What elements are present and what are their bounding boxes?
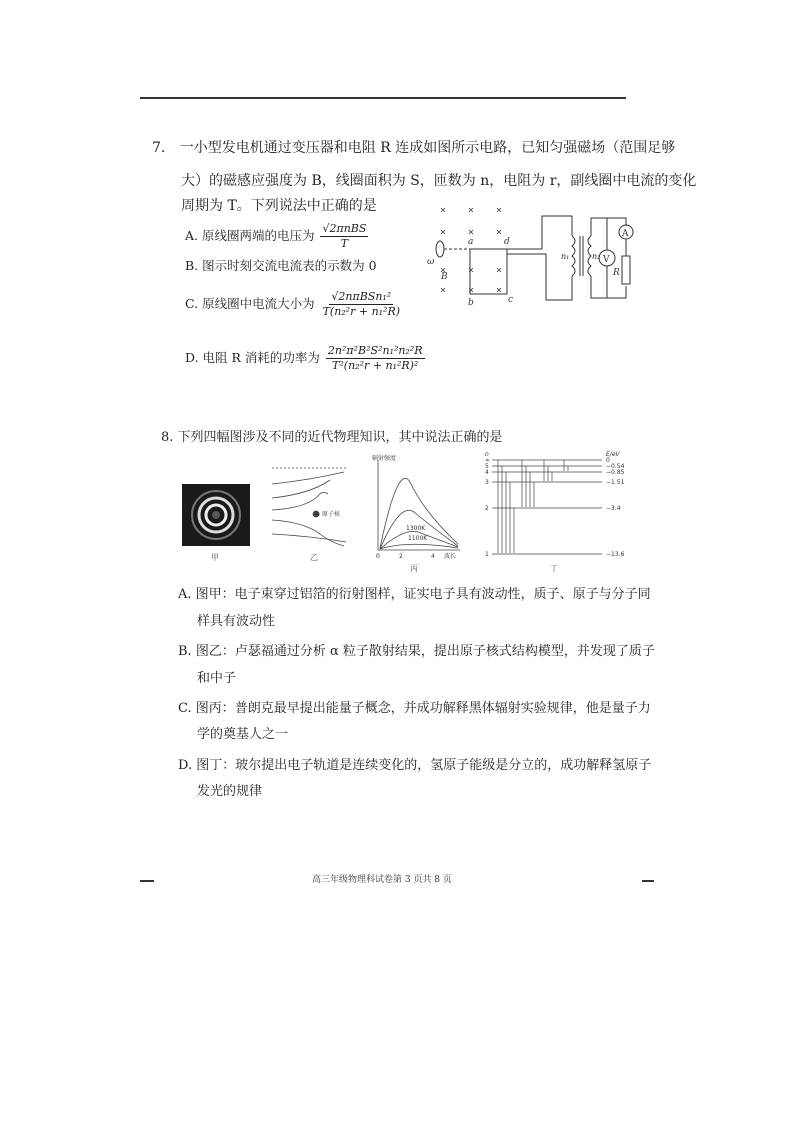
figure-bing-tick-4: 4 bbox=[431, 553, 435, 560]
q8-stem: 8. 下列四幅图涉及不同的近代物理知识，其中说法正确的是 bbox=[161, 430, 503, 445]
level-e-3: −1.51 bbox=[606, 479, 625, 486]
level-n-inf: ∞ bbox=[485, 457, 490, 464]
q7-option-d-fraction bbox=[326, 344, 425, 373]
label-a: a bbox=[468, 237, 474, 247]
page-footer: 高三年级物理科试卷第 3 页共 8 页 bbox=[312, 875, 452, 885]
coil-abcd bbox=[470, 249, 507, 294]
q7-option-a-text: A. 原线圈两端的电压为 bbox=[185, 228, 315, 243]
label-omega: ω bbox=[427, 257, 435, 267]
q8-option-d-line2: 发光的规律 bbox=[197, 784, 263, 799]
figure-bing-temp-1300: 1300K bbox=[406, 525, 426, 532]
q7-option-c-fraction bbox=[321, 290, 402, 319]
level-e-1: −13.6 bbox=[606, 551, 625, 558]
figure-ding-n-label: n bbox=[485, 451, 489, 458]
figure-bing-xlabel: 波长 bbox=[444, 553, 457, 560]
level-n-2: 2 bbox=[485, 505, 489, 512]
figure-yi-nucleus-label: ⊕ 原子核 bbox=[315, 511, 340, 518]
rotation-arrow-icon bbox=[436, 241, 444, 257]
q7-option-d-numerator: 2n²π²B²S²n₁²n₂²R bbox=[327, 344, 423, 357]
secondary-coil bbox=[588, 236, 591, 276]
label-n1: n₁ bbox=[561, 252, 570, 261]
q7-number: 7. bbox=[152, 140, 166, 156]
figure-jia-caption: 甲 bbox=[211, 553, 219, 562]
q7-option-a bbox=[185, 222, 368, 251]
level-e-2: −3.4 bbox=[606, 505, 621, 512]
label-b: b bbox=[468, 298, 474, 308]
figure-bing-tick-0: 0 bbox=[376, 553, 380, 560]
footer-left-mark bbox=[140, 880, 154, 882]
level-n-1: 1 bbox=[485, 551, 489, 558]
q7-option-c-numerator: √2nπBSn₁² bbox=[331, 290, 392, 303]
q8-option-c-line1: C. 图丙：普朗克最早提出能量子概念，并成功解释黑体辐射实验规律，他是量子力 bbox=[178, 701, 651, 716]
figure-bing-ylabel: 辐射强度 bbox=[372, 455, 397, 462]
q8-option-a-line1: A. 图甲：电子束穿过铝箔的衍射图样，证实电子具有波动性，质子、原子与分子同 bbox=[178, 587, 651, 602]
figure-jia-diffraction bbox=[182, 484, 250, 546]
figure-bing-temp-1100: 1100K bbox=[408, 535, 428, 542]
primary-coil bbox=[572, 236, 575, 276]
q8-option-b-line2: 和中子 bbox=[197, 671, 237, 686]
figure-ding-energy-levels bbox=[482, 450, 640, 562]
q7-stem-line2: 大）的磁感应强度为 B，线圈面积为 S，匝数为 n，电阻为 r，副线圈中电流的变化 bbox=[181, 173, 697, 189]
figure-ding-e-label: E/eV bbox=[606, 451, 620, 458]
figure-yi-caption: 乙 bbox=[310, 553, 318, 562]
level-n-4: 4 bbox=[485, 469, 489, 476]
figure-bing-blackbody bbox=[368, 452, 466, 562]
q7-option-a-numerator: √2πnBS bbox=[322, 222, 367, 235]
figure-yi-scattering bbox=[270, 464, 350, 552]
q7-circuit-diagram bbox=[424, 206, 642, 310]
q8-option-a-line2: 样具有波动性 bbox=[197, 614, 276, 629]
level-e-inf: 0 bbox=[606, 457, 610, 464]
secondary-wire-bottom bbox=[591, 276, 626, 298]
q8-option-c-line2: 学的奠基人之一 bbox=[197, 727, 289, 742]
q7-stem-line1 bbox=[152, 137, 675, 157]
transition-arrows bbox=[498, 460, 568, 553]
lead-wire-top bbox=[507, 216, 572, 249]
label-c: c bbox=[508, 295, 514, 305]
figure-ding-caption: 丁 bbox=[550, 564, 558, 573]
label-A: A bbox=[622, 229, 629, 239]
q7-option-a-fraction bbox=[320, 222, 368, 251]
q7-option-b: B. 图示时刻交流电流表的示数为 0 bbox=[185, 258, 377, 273]
figure-bing-tick-2: 2 bbox=[399, 553, 403, 560]
q7-option-c bbox=[185, 290, 402, 319]
label-n2: n₂ bbox=[592, 252, 601, 261]
q7-option-c-text: C. 原线圈中电流大小为 bbox=[185, 296, 315, 311]
level-e-4: −0.85 bbox=[606, 469, 625, 476]
footer-right-mark bbox=[642, 880, 654, 882]
q7-option-d-denominator: T²(n₂²r + n₁²R)² bbox=[332, 359, 419, 372]
label-d: d bbox=[504, 237, 510, 247]
q7-stem-line3: 周期为 T。下列说法中正确的是 bbox=[181, 198, 377, 214]
q7-option-a-denominator: T bbox=[340, 237, 349, 250]
q8-option-b-line1: B. 图乙：卢瑟福通过分析 α 粒子散射结果，提出原子核式结构模型，并发现了质子 bbox=[178, 644, 655, 659]
q7-option-c-denominator: T(n₂²r + n₁²R) bbox=[322, 305, 401, 318]
diffraction-rings bbox=[182, 484, 250, 546]
resistor-R bbox=[622, 256, 630, 284]
label-V: V bbox=[603, 255, 610, 265]
q7-option-d bbox=[185, 344, 425, 373]
q7-stem-text1: 一小型发电机通过变压器和电阻 R 连成如图所示电路，已知匀强磁场（范围足够 bbox=[179, 140, 676, 156]
magnetic-field-crosses bbox=[441, 208, 501, 292]
figure-bing-caption: 丙 bbox=[410, 564, 418, 573]
level-e-5: −0.54 bbox=[606, 463, 625, 470]
level-n-3: 3 bbox=[485, 479, 489, 486]
top-rule bbox=[140, 97, 626, 99]
q7-option-d-text: D. 电阻 R 消耗的功率为 bbox=[185, 350, 320, 365]
label-B: B bbox=[441, 272, 448, 282]
label-R: R bbox=[613, 268, 620, 278]
level-n-5: 5 bbox=[485, 463, 489, 470]
q8-option-d-line1: D. 图丁：玻尔提出电子轨道是连续变化的，氢原子能级是分立的，成功解释氢原子 bbox=[178, 758, 652, 773]
